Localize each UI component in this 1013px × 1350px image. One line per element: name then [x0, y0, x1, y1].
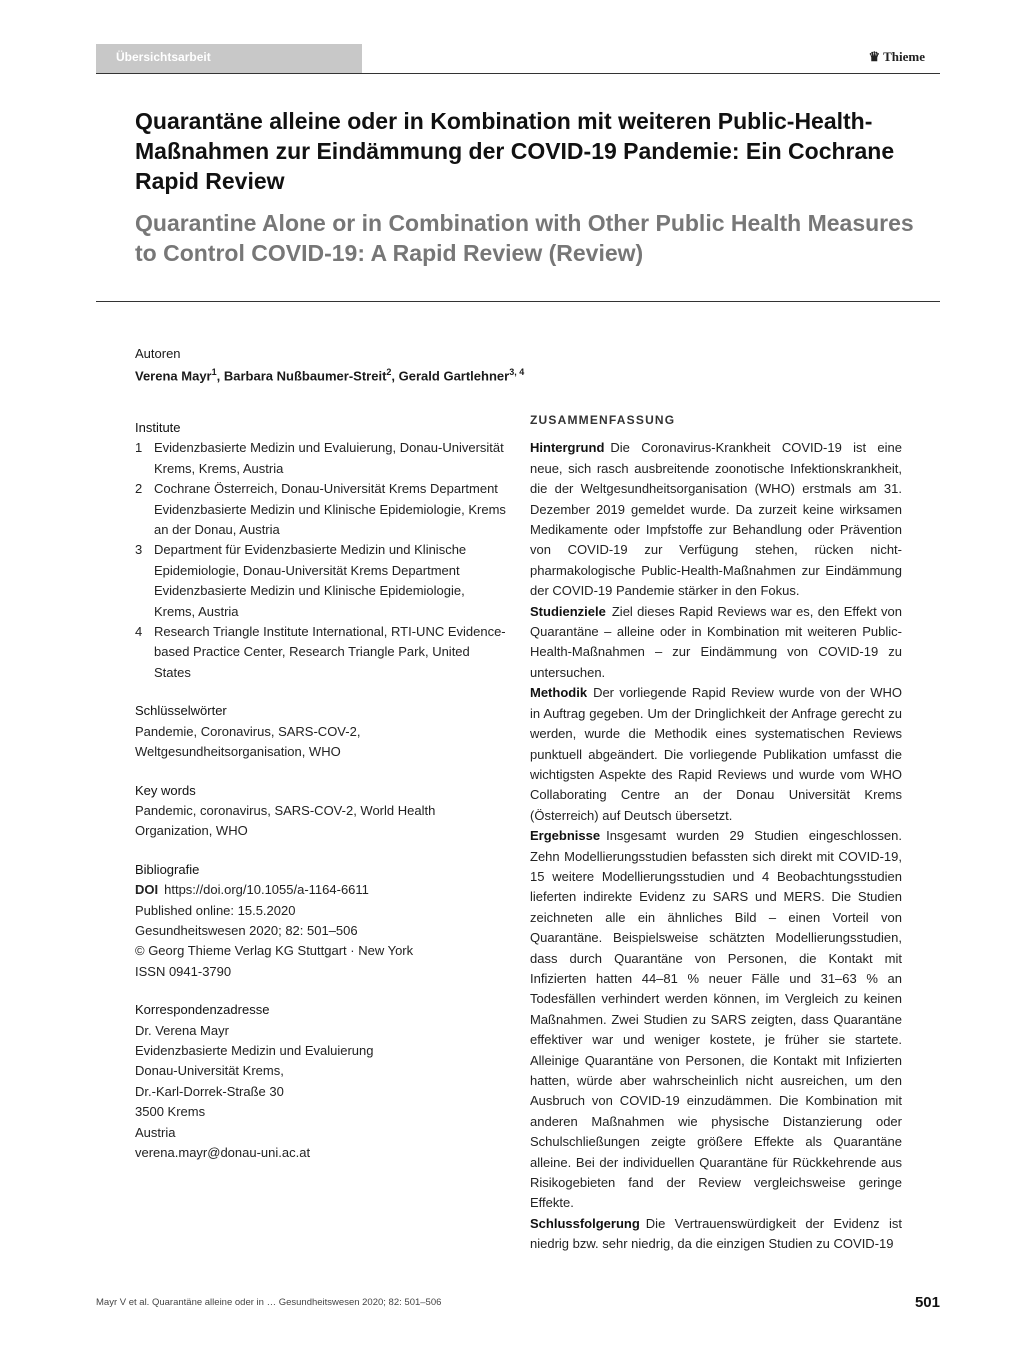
abstract-label: Hintergrund	[530, 440, 605, 456]
published-date: Published online: 15.5.2020	[135, 902, 296, 918]
abstract-label: Schlussfolgerung	[530, 1215, 640, 1231]
abstract-column	[530, 410, 902, 1255]
institute-number: 3	[135, 542, 143, 558]
bibliography-heading: Bibliografie	[135, 861, 200, 877]
author-affiliation: 3, 4	[509, 367, 525, 377]
keywords-en-section	[135, 781, 507, 842]
section-label: Übersichtsarbeit	[116, 50, 211, 64]
author-affiliation: 2	[386, 367, 392, 377]
abstract-paragraph	[530, 826, 902, 1214]
institute-item	[135, 622, 507, 683]
title-german: Quarantäne alleine oder in Kombination mit weiteren Public-Health-Maßnahmen zur Eindämmung der COVID-19 Pandemie: Ein Cochrane Rapid Review	[135, 108, 895, 194]
keywords-en-text: Pandemic, coronavirus, SARS-COV-2, World Health Organization, WHO	[135, 802, 436, 839]
authors-list: Verena Mayr$^1$, Barbara Nußbaumer-Streit$^2$, Gerald Gartlehner$^{3, 4}$	[135, 367, 525, 384]
doi-label: DOI	[135, 882, 159, 898]
author-name: Gerald Gartlehner	[398, 368, 510, 384]
keywords-de-section	[135, 701, 507, 762]
correspondence-line: Donau-Universität Krems,	[135, 1063, 284, 1079]
correspondence-email[interactable]: verena.mayr@donau-uni.ac.at	[135, 1145, 311, 1160]
correspondence-section	[135, 1000, 507, 1163]
abstract-heading: ZUSAMMENFASSUNG	[530, 413, 676, 427]
abstract-paragraph	[530, 438, 902, 601]
institute-text: Evidenzbasierte Medizin und Evaluierung, Donau-Universität Krems, Krems, Austria	[154, 440, 504, 476]
issn: ISSN 0941-3790	[135, 963, 232, 979]
institute-text: Department für Evidenzbasierte Medizin und Klinische Epidemiologie, Donau-Universität Krems Department Evidenzbasierte Medizin und Klinische Epidemiologie, Krems, Austria	[154, 542, 467, 619]
abstract-text: Der vorliegende Rapid Review wurde von der WHO in Auftrag gegeben. Um der Dringlichkeit der Anfrage gerecht zu werden, wurde die Methodik eines systematischen Reviews punktuell abgeändert. Die vorliegende Publikation umfasst die wichtigsten Aspekte des Rapid Reviews und wurde vom WHO Collaborating Centre an der Donau Universität Krems (Österreich) auf Deutsch übersetzt.	[530, 685, 902, 823]
abstract-label: Ergebnisse	[530, 828, 601, 844]
doi-line	[135, 880, 507, 900]
publisher-name: Thieme	[883, 49, 925, 64]
keywords-en-heading: Key words	[135, 782, 196, 798]
authors-heading: Autoren	[135, 346, 181, 361]
correspondence-line: Dr.-Karl-Dorrek-Straße 30	[135, 1083, 284, 1099]
doi-link[interactable]: https://doi.org/10.1055/a-1164-6611	[164, 882, 369, 898]
keywords-de-heading: Schlüsselwörter	[135, 703, 227, 719]
institute-number: 4	[135, 624, 143, 640]
author-name: Verena Mayr	[135, 368, 212, 384]
keywords-de-text: Pandemie, Coronavirus, SARS-COV-2, Weltgesundheitsorganisation, WHO	[135, 723, 361, 760]
institute-item	[135, 438, 507, 479]
institute-number: 2	[135, 481, 143, 497]
title-english: Quarantine Alone or in Combination with Other Public Health Measures to Control COVID-19: A Rapid Review (Review)	[135, 210, 914, 266]
institutes-list	[135, 438, 507, 683]
abstract-paragraph	[530, 1214, 902, 1255]
title-rule	[96, 301, 940, 302]
abstract-paragraph	[530, 602, 902, 684]
footer-citation: Mayr V et al. Quarantäne alleine oder in … Gesundheitswesen 2020; 82: 501–506	[96, 1297, 442, 1308]
abstract-label: Studienziele	[530, 603, 606, 619]
correspondence-line: Dr. Verena Mayr	[135, 1022, 229, 1038]
copyright: © Georg Thieme Verlag KG Stuttgart · New York	[135, 943, 414, 959]
institute-item	[135, 479, 507, 540]
author-name: Barbara Nußbaumer-Streit	[223, 368, 387, 384]
institute-number: 1	[135, 440, 143, 456]
publisher-logo	[868, 49, 925, 65]
metadata-column	[135, 418, 507, 1163]
header-rule	[96, 73, 940, 74]
institutes-heading: Institute	[135, 420, 181, 435]
institute-text: Research Triangle Institute International, RTI-UNC Evidence-based Practice Center, Research Triangle Park, United States	[154, 624, 506, 680]
page-number: 501	[914, 1294, 940, 1311]
institutes-section	[135, 418, 507, 683]
authors-block	[135, 345, 524, 385]
thieme-emblem-icon: ♛	[868, 49, 881, 64]
institute-item	[135, 540, 507, 622]
institute-text: Cochrane Österreich, Donau-Universität Krems Department Evidenzbasierte Medizin und Klinische Epidemiologie, Krems an der Donau, Austria	[154, 481, 506, 538]
correspondence-line: 3500 Krems	[135, 1104, 206, 1120]
abstract-text: Die Coronavirus-Krankheit COVID-19 ist eine neue, sich rasch ausbreitende zoonotische Infektionskrankheit, die der Weltgesundheitsorganisation (WHO) erstmals am 31. Dezember 2019 gemeldet wurde. Da zurzeit keine wirksamen Medikamente oder Impfstoffe zur Behandlung oder Prävention von COVID-19 zur Verfügung stehen, rücken nicht-pharmakologische Public-Health-Maßnahmen zur Eindämmung der COVID-19 Pandemie stärker in den Fokus.	[530, 440, 902, 599]
journal-reference: Gesundheitswesen 2020; 82: 501–506	[135, 922, 358, 938]
correspondence-line: Evidenzbasierte Medizin und Evaluierung	[135, 1042, 374, 1058]
author-affiliation: 1	[211, 367, 217, 377]
abstract-text: Die Vertrauenswürdigkeit der Evidenz ist niedrig bzw. sehr niedrig, da die einzigen Studien zu COVID-19	[530, 1215, 902, 1252]
abstract-paragraph	[530, 683, 902, 826]
correspondence-line: Austria	[135, 1124, 176, 1140]
abstract-text: Ziel dieses Rapid Reviews war es, den Effekt von Quarantäne – alleine oder in Kombination mit weiteren Public-Health-Maßnahmen – zur Eindämmung von COVID-19 zu untersuchen.	[530, 603, 902, 680]
abstract-label: Methodik	[530, 685, 588, 701]
correspondence-heading: Korrespondenzadresse	[135, 1002, 270, 1018]
section-label-bar	[96, 44, 362, 74]
bibliography-section	[135, 860, 507, 982]
abstract-text: Insgesamt wurden 29 Studien eingeschlossen. Zehn Modellierungsstudien befassten sich direkt mit COVID-19, 15 weitere Modellierungsstudien und 4 Beobachtungsstudien lieferten indirekte Evidenz zu SARS und MERS. Die Studien zeichneten alle ein ähnliches Bild – einen Vorteil von Quarantäne. Beispielsweise schätzten Modellierungsstudien, dass durch Quarantäne von Personen, die Kontakt mit Infizierten hatten 44–81 % neuer Fälle und 31–63 % an Todesfällen verhindert werden können, im Vergleich zu keinen Maßnahmen. Zwei Studien zu SARS zeigten, dass Quarantäne effektiver war und weniger kostete, je früher sie startete. Alleinige Quarantäne von Personen, die Kontakt mit Infizierten hatten, würde aber wahrscheinlich nicht ausreichen, um den Ausbruch von COVID-19 einzudämmen. Die Kombination mit anderen Maßnahmen wie physische Distanzierung oder Schulschließungen zeigte größere Effekte als Quarantäne alleine. Bei der individuellen Quarantäne für Rückkehrende aus Risikogebieten fand der Review vergleichsweise geringe Effekte.	[530, 828, 902, 1211]
